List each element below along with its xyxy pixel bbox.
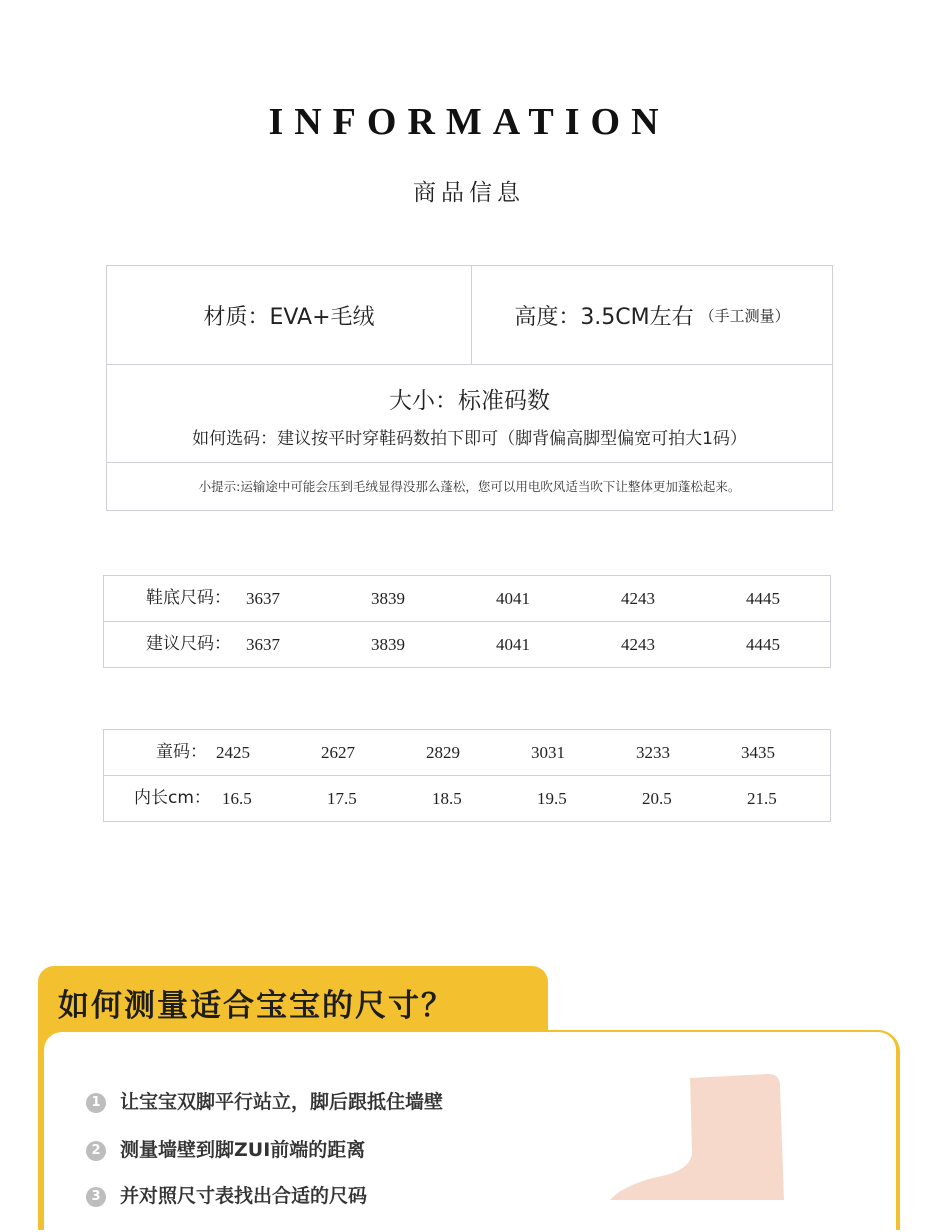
row-label: 内长cm： [134,788,211,808]
guide-step-3 [86,1181,367,1208]
page-title: INFORMATION [268,101,670,143]
size-value: 4243 [621,589,655,608]
step-number-icon: 1 [86,1093,106,1113]
size-title: 大小：标准码数 [389,388,550,414]
size-desc: 如何选码：建议按平时穿鞋码数拍下即可（脚背偏高脚型偏宽可拍大1码） [192,429,747,449]
step-text: 让宝宝双脚平行站立，脚后跟抵住墙壁 [120,1091,444,1113]
size-value: 4041 [496,589,530,608]
size-value: 4445 [746,635,780,654]
material-cell [107,266,472,364]
step-text: 测量墙壁到脚ZUI前端的距离 [120,1139,366,1161]
row-label: 建议尺码： [146,634,231,654]
info-row-size [107,364,832,463]
size-value: 2627 [321,743,355,762]
size-value: 20.5 [642,789,672,808]
table-row [104,730,830,775]
row-label: 鞋底尺码： [146,588,231,608]
size-value: 21.5 [747,789,777,808]
table-row [104,775,830,821]
size-value: 3637 [246,589,280,608]
kids-size-table [103,729,831,822]
size-value: 3637 [246,635,280,654]
size-value: 16.5 [222,789,252,808]
tip-text: 小提示:运输途中可能会压到毛绒显得没那么蓬松，您可以用电吹风适当吹下让整体更加蓬松起来。 [198,479,741,494]
size-value: 2425 [216,743,250,762]
step-text: 并对照尺寸表找出合适的尺码 [120,1185,368,1207]
height-text: 高度：3.5CM左右 [514,304,694,330]
size-value: 3031 [531,743,565,762]
size-value: 3839 [371,589,405,608]
step-number-icon: 2 [86,1141,106,1161]
row-label: 童码： [156,742,207,762]
size-value: 17.5 [327,789,357,808]
adult-size-table [103,575,831,668]
table-row [104,576,830,621]
page-subtitle: 商品信息 [413,180,525,206]
guide-title: 如何测量适合宝宝的尺寸？ [58,988,454,1024]
size-value: 19.5 [537,789,567,808]
table-row [104,621,830,667]
size-value: 2829 [426,743,460,762]
step-number-icon: 3 [86,1187,106,1207]
height-note: （手工测量） [699,306,790,325]
guide-step-2 [86,1135,365,1162]
size-value: 3233 [636,743,670,762]
foot-illustration-icon [600,1072,800,1202]
info-row-tip [107,462,832,510]
size-value: 3435 [741,743,775,762]
guide-step-1 [86,1087,443,1114]
info-row-material-height [107,266,832,365]
size-value: 3839 [371,635,405,654]
height-cell [471,266,833,364]
size-value: 4243 [621,635,655,654]
material-text: 材质：EVA+毛绒 [203,304,375,330]
size-value: 18.5 [432,789,462,808]
size-value: 4041 [496,635,530,654]
product-info-table [106,265,833,511]
size-value: 4445 [746,589,780,608]
